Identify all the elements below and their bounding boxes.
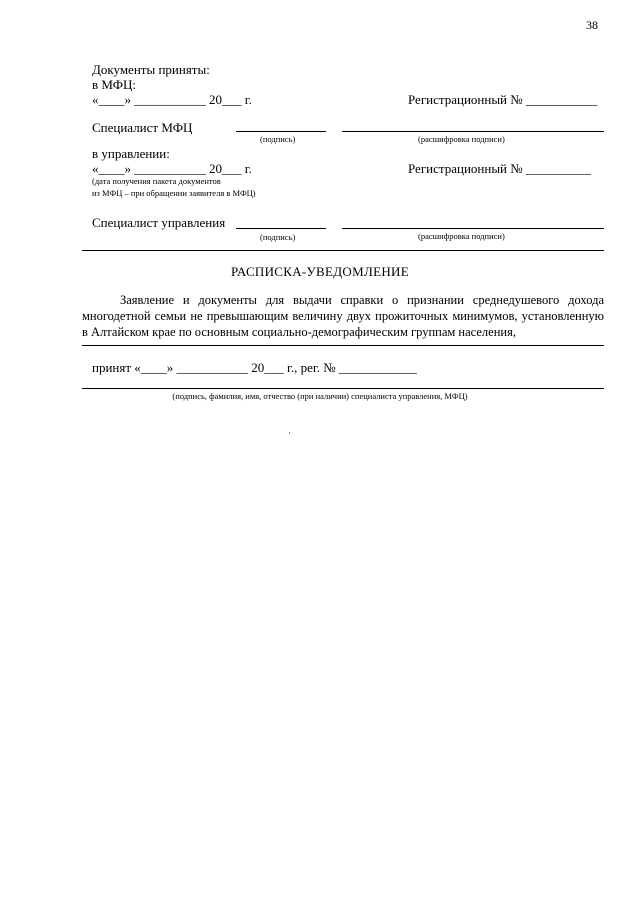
mfc-date-line: «____» ___________ 20___ г. bbox=[92, 92, 252, 107]
dept-registration-number: Регистрационный № __________ bbox=[408, 161, 591, 176]
dept-signature-line bbox=[236, 228, 326, 229]
receipt-signature-caption: (подпись, фамилия, имя, отчество (при наличии) специалиста управления, МФЦ) bbox=[172, 391, 468, 401]
stray-mark bbox=[289, 432, 290, 434]
docs-accepted-label: Документы приняты: bbox=[92, 62, 210, 77]
mfc-registration-number: Регистрационный № ___________ bbox=[408, 92, 598, 107]
mfc-signature-line bbox=[236, 131, 326, 132]
section-divider bbox=[82, 250, 604, 251]
receipt-title: РАСПИСКА-УВЕДОМЛЕНИЕ bbox=[231, 264, 409, 279]
dept-note-line2: из МФЦ – при обращении заявителя в МФЦ) bbox=[92, 188, 256, 198]
in-dept-label: в управлении: bbox=[92, 146, 170, 161]
dept-date-line: «____» ___________ 20___ г. bbox=[92, 161, 252, 176]
dept-specialist-label: Специалист управления bbox=[92, 215, 226, 230]
dept-signature-decode-line bbox=[342, 228, 604, 229]
accepted-line: принят «____» ___________ 20___ г., рег. № ____________ bbox=[92, 360, 417, 375]
mfc-sign-caption: (подпись) bbox=[260, 134, 296, 144]
dept-decode-caption: (расшифровка подписи) bbox=[418, 231, 505, 241]
dept-sign-caption: (подпись) bbox=[260, 232, 296, 242]
in-mfc-label: в МФЦ: bbox=[92, 77, 137, 92]
page-number: 38 bbox=[586, 18, 598, 32]
mfc-signature-decode-line bbox=[342, 131, 604, 132]
dept-note-line1: (дата получения пакета документов bbox=[92, 176, 221, 186]
receipt-blank-line bbox=[82, 345, 604, 346]
mfc-decode-caption: (расшифровка подписи) bbox=[418, 134, 505, 144]
receipt-paragraph: Заявление и документы для выдачи справки о признании среднедушевого дохода многодетной семьи не превышающим величину двух прожиточных минимумов, установленную в Алтайском крае по основным социально-демографическим группам населения, bbox=[82, 293, 604, 339]
receipt-signature-line bbox=[82, 388, 604, 389]
mfc-specialist-label: Специалист МФЦ bbox=[92, 120, 193, 135]
